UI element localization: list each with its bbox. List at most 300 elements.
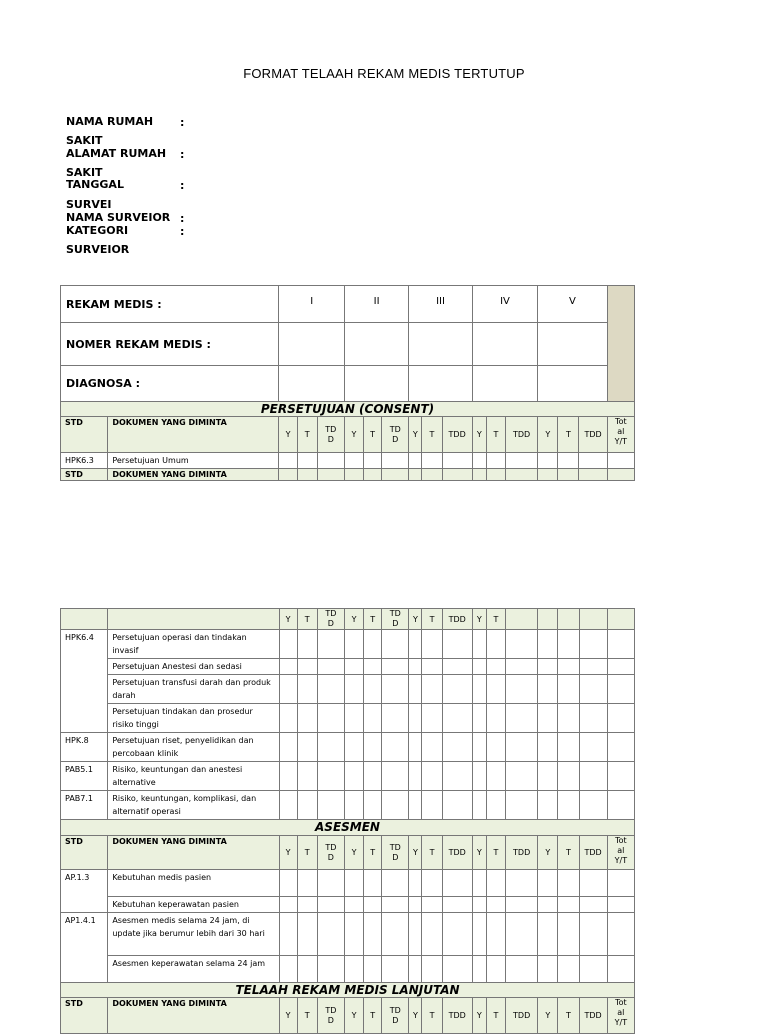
check-cell[interactable]	[506, 791, 538, 820]
std-code: AP1.4.1	[61, 913, 108, 983]
info-alamat-label: ALAMAT RUMAH	[66, 147, 167, 160]
check-cell[interactable]	[364, 704, 382, 733]
check-cell[interactable]	[607, 630, 634, 659]
std-header: STD	[61, 836, 108, 870]
document-name: Asesmen medis selama 24 jam, di update jika berumur lebih dari 30 hari	[108, 913, 279, 956]
check-cell[interactable]	[409, 453, 422, 469]
check-cell[interactable]	[486, 791, 505, 820]
check-cell[interactable]	[297, 956, 317, 983]
table-row	[61, 897, 635, 913]
check-cell[interactable]	[364, 762, 382, 791]
info-kategori-label: KATEGORI	[66, 224, 129, 237]
check-cell[interactable]	[538, 762, 558, 791]
check-cell[interactable]	[344, 897, 363, 913]
document-name: Persetujuan operasi dan tindakan invasif	[108, 630, 279, 659]
check-cell[interactable]	[506, 675, 538, 704]
check-cell[interactable]	[472, 659, 486, 675]
check-cell[interactable]	[344, 659, 363, 675]
table-row	[61, 675, 635, 704]
col-y: Y	[409, 417, 422, 453]
std-code: AP.1.3	[61, 870, 108, 913]
std-header: STD	[61, 998, 108, 1034]
check-cell[interactable]	[486, 704, 505, 733]
check-cell[interactable]	[297, 659, 317, 675]
check-cell[interactable]	[538, 791, 558, 820]
check-cell[interactable]	[538, 913, 558, 956]
review-table-2	[60, 608, 635, 1034]
review-table-1	[60, 285, 635, 481]
check-cell[interactable]	[297, 870, 317, 897]
check-cell[interactable]	[344, 733, 363, 762]
col-y: Y	[344, 417, 363, 453]
section-telaah: TELAAH REKAM MEDIS LANJUTAN	[61, 983, 635, 998]
check-cell[interactable]	[579, 956, 607, 983]
section-asesmen: ASESMEN	[61, 820, 635, 836]
col-y: Y	[279, 836, 297, 870]
check-cell[interactable]	[538, 659, 558, 675]
check-cell[interactable]	[422, 453, 442, 469]
check-cell[interactable]	[279, 762, 297, 791]
col-tdd: TDD	[442, 836, 472, 870]
grey-cell	[607, 286, 634, 402]
check-cell[interactable]	[422, 956, 442, 983]
check-cell[interactable]	[422, 897, 442, 913]
dokumen-header: DOKUMEN YANG DIMINTA	[108, 417, 279, 453]
check-cell[interactable]	[472, 630, 486, 659]
check-cell[interactable]	[558, 659, 579, 675]
check-cell[interactable]	[442, 630, 472, 659]
std-header: STD	[61, 417, 108, 453]
check-cell[interactable]	[409, 870, 422, 897]
check-cell[interactable]	[317, 897, 344, 913]
check-cell[interactable]	[409, 675, 422, 704]
check-cell[interactable]	[382, 897, 409, 913]
check-cell[interactable]	[506, 659, 538, 675]
col-y: Y	[344, 609, 363, 630]
check-cell[interactable]	[486, 897, 505, 913]
check-cell[interactable]	[607, 791, 634, 820]
check-cell[interactable]	[558, 675, 579, 704]
check-cell[interactable]	[558, 630, 579, 659]
check-cell[interactable]	[364, 870, 382, 897]
check-cell[interactable]	[538, 704, 558, 733]
check-cell[interactable]	[442, 870, 472, 897]
check-cell[interactable]	[364, 453, 382, 469]
dokumen-header: DOKUMEN YANG DIMINTA	[108, 998, 279, 1034]
check-cell[interactable]	[422, 733, 442, 762]
info-colon: :	[180, 116, 185, 129]
check-cell[interactable]	[297, 675, 317, 704]
check-cell[interactable]	[344, 956, 363, 983]
check-cell[interactable]	[442, 704, 472, 733]
roman-col-2: II	[344, 286, 408, 323]
check-cell[interactable]	[558, 791, 579, 820]
check-cell[interactable]	[486, 870, 505, 897]
roman-col-3: III	[409, 286, 472, 323]
col-y: Y	[472, 836, 486, 870]
col-t: T	[422, 417, 442, 453]
check-cell[interactable]	[409, 897, 422, 913]
check-cell[interactable]	[317, 659, 344, 675]
check-cell[interactable]	[579, 630, 607, 659]
check-cell[interactable]	[442, 791, 472, 820]
check-cell[interactable]	[422, 704, 442, 733]
check-cell[interactable]	[409, 913, 422, 956]
check-cell[interactable]	[382, 630, 409, 659]
check-cell[interactable]	[472, 762, 486, 791]
document-name: Persetujuan tindakan dan prosedur risiko tinggi	[108, 704, 279, 733]
check-cell[interactable]	[297, 733, 317, 762]
check-cell[interactable]	[279, 659, 297, 675]
col-t: T	[558, 998, 579, 1034]
check-cell[interactable]	[472, 453, 486, 469]
check-cell[interactable]	[382, 704, 409, 733]
check-cell[interactable]	[279, 956, 297, 983]
check-cell[interactable]	[344, 630, 363, 659]
check-cell[interactable]	[382, 870, 409, 897]
col-tdd: TD D	[382, 609, 409, 630]
check-cell[interactable]	[422, 630, 442, 659]
document-name: Kebutuhan keperawatan pasien	[108, 897, 279, 913]
check-cell[interactable]	[442, 897, 472, 913]
table-row	[61, 733, 635, 762]
check-cell[interactable]	[344, 913, 363, 956]
std-code: HPK6.3	[61, 453, 108, 469]
col-tdd: TDD	[506, 998, 538, 1034]
check-cell[interactable]	[579, 791, 607, 820]
col-tdd: TD D	[382, 417, 409, 453]
col-y: Y	[409, 609, 422, 630]
check-cell[interactable]	[442, 659, 472, 675]
check-cell[interactable]	[382, 659, 409, 675]
check-cell[interactable]	[442, 762, 472, 791]
table-row	[61, 630, 635, 659]
document-name: Risiko, keuntungan, komplikasi, dan alternatif operasi	[108, 791, 279, 820]
check-cell[interactable]	[486, 733, 505, 762]
col-y: Y	[538, 998, 558, 1034]
table-row	[61, 791, 635, 820]
check-cell[interactable]	[607, 762, 634, 791]
col-tdd: TD D	[317, 836, 344, 870]
check-cell[interactable]	[579, 897, 607, 913]
check-cell[interactable]	[472, 913, 486, 956]
col-t: T	[364, 417, 382, 453]
check-cell[interactable]	[279, 897, 297, 913]
check-cell[interactable]	[579, 659, 607, 675]
document-name: Risiko, keuntungan dan anestesi alternative	[108, 762, 279, 791]
check-cell[interactable]	[317, 956, 344, 983]
info-tanggal-label: TANGGAL	[66, 178, 124, 191]
check-cell[interactable]	[538, 675, 558, 704]
col-y: Y	[472, 609, 486, 630]
check-cell[interactable]	[607, 870, 634, 897]
check-cell[interactable]	[538, 956, 558, 983]
check-cell[interactable]	[317, 675, 344, 704]
std-code: HPK.8	[61, 733, 108, 762]
col-tdd: TD D	[317, 417, 344, 453]
check-cell[interactable]	[279, 704, 297, 733]
info-colon: :	[180, 179, 185, 192]
check-cell[interactable]	[558, 956, 579, 983]
dokumen-header: DOKUMEN YANG DIMINTA	[108, 836, 279, 870]
page-title: FORMAT TELAAH REKAM MEDIS TERTUTUP	[243, 66, 525, 81]
check-cell[interactable]	[607, 913, 634, 956]
check-cell[interactable]	[442, 453, 472, 469]
check-cell[interactable]	[558, 762, 579, 791]
check-cell[interactable]	[344, 870, 363, 897]
check-cell[interactable]	[506, 956, 538, 983]
check-cell[interactable]	[579, 704, 607, 733]
check-cell[interactable]	[382, 762, 409, 791]
diagnosa-label: DIAGNOSA :	[61, 366, 279, 402]
document-name: Kebutuhan medis pasien	[108, 870, 279, 897]
check-cell[interactable]	[486, 913, 505, 956]
check-cell[interactable]	[409, 762, 422, 791]
check-cell[interactable]	[279, 630, 297, 659]
col-tdd: TD D	[382, 836, 409, 870]
check-cell[interactable]	[472, 791, 486, 820]
check-cell[interactable]	[344, 453, 363, 469]
check-cell[interactable]	[579, 453, 607, 469]
col-y: Y	[472, 998, 486, 1034]
check-cell[interactable]	[486, 675, 505, 704]
table-row	[61, 870, 635, 897]
col-t: T	[297, 998, 317, 1034]
col-t: T	[558, 417, 579, 453]
check-cell[interactable]	[538, 630, 558, 659]
check-cell[interactable]	[297, 897, 317, 913]
col-y: Y	[344, 998, 363, 1034]
col-t: T	[364, 609, 382, 630]
check-cell[interactable]	[486, 659, 505, 675]
std-header: STD	[61, 469, 108, 481]
col-y: Y	[279, 417, 297, 453]
check-cell[interactable]	[382, 913, 409, 956]
col-y: Y	[472, 417, 486, 453]
check-cell[interactable]	[409, 630, 422, 659]
check-cell[interactable]	[538, 453, 558, 469]
check-cell[interactable]	[579, 913, 607, 956]
check-cell[interactable]	[506, 733, 538, 762]
col-t: T	[364, 836, 382, 870]
check-cell[interactable]	[279, 675, 297, 704]
table-row	[61, 453, 635, 469]
std-code: HPK6.4	[61, 630, 108, 733]
check-cell[interactable]	[607, 675, 634, 704]
nomer-rm-label: NOMER REKAM MEDIS :	[61, 323, 279, 366]
check-cell[interactable]	[558, 733, 579, 762]
check-cell[interactable]	[558, 913, 579, 956]
check-cell[interactable]	[382, 956, 409, 983]
col-tdd: TDD	[506, 836, 538, 870]
col-tdd: TDD	[579, 836, 607, 870]
check-cell[interactable]	[607, 453, 634, 469]
check-cell[interactable]	[472, 956, 486, 983]
col-y: Y	[279, 998, 297, 1034]
info-colon: :	[180, 212, 185, 225]
check-cell[interactable]	[442, 913, 472, 956]
check-cell[interactable]	[506, 704, 538, 733]
check-cell[interactable]	[486, 453, 505, 469]
roman-col-5: V	[538, 286, 607, 323]
column-header-row	[61, 836, 635, 870]
check-cell[interactable]	[558, 704, 579, 733]
check-cell[interactable]	[558, 453, 579, 469]
check-cell[interactable]	[538, 897, 558, 913]
info-nama-rs-label: NAMA RUMAH	[66, 115, 154, 128]
check-cell[interactable]	[505, 453, 537, 469]
check-cell[interactable]	[279, 870, 297, 897]
col-y: Y	[538, 417, 558, 453]
col-t: T	[297, 609, 317, 630]
check-cell[interactable]	[506, 897, 538, 913]
check-cell[interactable]	[317, 453, 344, 469]
check-cell[interactable]	[409, 659, 422, 675]
check-cell[interactable]	[538, 733, 558, 762]
check-cell[interactable]	[607, 704, 634, 733]
rekam-medis-label: REKAM MEDIS :	[61, 286, 279, 323]
check-cell[interactable]	[442, 733, 472, 762]
check-cell[interactable]	[317, 762, 344, 791]
check-cell[interactable]	[344, 762, 363, 791]
check-cell[interactable]	[317, 791, 344, 820]
check-cell[interactable]	[317, 913, 344, 956]
check-cell[interactable]	[442, 956, 472, 983]
check-cell[interactable]	[486, 956, 505, 983]
check-cell[interactable]	[506, 762, 538, 791]
check-cell[interactable]	[422, 762, 442, 791]
check-cell[interactable]	[506, 913, 538, 956]
check-cell[interactable]	[364, 897, 382, 913]
col-t: T	[486, 998, 505, 1034]
check-cell[interactable]	[364, 956, 382, 983]
col-t: T	[422, 836, 442, 870]
document-name: Persetujuan riset, penyelidikan dan percobaan klinik	[108, 733, 279, 762]
check-cell[interactable]	[317, 704, 344, 733]
dokumen-header: DOKUMEN YANG DIMINTA	[108, 469, 279, 481]
info-alamat-label-2: SAKIT	[66, 166, 103, 179]
check-cell[interactable]	[344, 675, 363, 704]
check-cell[interactable]	[486, 630, 505, 659]
check-cell[interactable]	[317, 870, 344, 897]
std-code: PAB5.1	[61, 762, 108, 791]
check-cell[interactable]	[279, 791, 297, 820]
check-cell[interactable]	[344, 704, 363, 733]
check-cell[interactable]	[364, 791, 382, 820]
check-cell[interactable]	[297, 704, 317, 733]
check-cell[interactable]	[506, 630, 538, 659]
check-cell[interactable]	[607, 733, 634, 762]
check-cell[interactable]	[409, 791, 422, 820]
document-name: Persetujuan Umum	[108, 453, 279, 469]
col-tdd: TDD	[442, 998, 472, 1034]
check-cell[interactable]	[409, 956, 422, 983]
check-cell[interactable]	[409, 704, 422, 733]
check-cell[interactable]	[558, 897, 579, 913]
table-row	[61, 659, 635, 675]
section-persetujuan: PERSETUJUAN (CONSENT)	[61, 402, 635, 417]
check-cell[interactable]	[344, 791, 363, 820]
check-cell[interactable]	[486, 762, 505, 791]
table-row	[61, 913, 635, 956]
check-cell[interactable]	[317, 733, 344, 762]
info-colon: :	[180, 225, 185, 238]
check-cell[interactable]	[364, 733, 382, 762]
check-cell[interactable]	[579, 762, 607, 791]
check-cell[interactable]	[558, 870, 579, 897]
check-cell[interactable]	[409, 733, 422, 762]
check-cell[interactable]	[364, 659, 382, 675]
check-cell[interactable]	[579, 733, 607, 762]
check-cell[interactable]	[364, 913, 382, 956]
col-tdd: TDD	[579, 998, 607, 1034]
info-surveior-label: NAMA SURVEIOR	[66, 211, 171, 224]
check-cell[interactable]	[382, 791, 409, 820]
check-cell[interactable]	[279, 733, 297, 762]
table-row	[61, 762, 635, 791]
check-cell[interactable]	[579, 675, 607, 704]
check-cell[interactable]	[472, 870, 486, 897]
document-name: Persetujuan Anestesi dan sedasi	[108, 659, 279, 675]
check-cell[interactable]	[472, 733, 486, 762]
col-t: T	[297, 417, 317, 453]
col-t: T	[422, 609, 442, 630]
check-cell[interactable]	[422, 870, 442, 897]
check-cell[interactable]	[422, 913, 442, 956]
col-tdd: TD D	[382, 998, 409, 1034]
check-cell[interactable]	[382, 733, 409, 762]
column-header-row	[61, 417, 635, 453]
check-cell[interactable]	[279, 913, 297, 956]
col-y: Y	[409, 998, 422, 1034]
check-cell[interactable]	[364, 675, 382, 704]
col-t: T	[486, 609, 505, 630]
check-cell[interactable]	[364, 630, 382, 659]
check-cell[interactable]	[538, 870, 558, 897]
col-tdd: TDD	[442, 609, 472, 630]
check-cell[interactable]	[297, 453, 317, 469]
table-row	[61, 956, 635, 983]
check-cell[interactable]	[297, 791, 317, 820]
col-tdd: TDD	[442, 417, 472, 453]
check-cell[interactable]	[579, 870, 607, 897]
col-t: T	[486, 417, 505, 453]
check-cell[interactable]	[422, 659, 442, 675]
check-cell[interactable]	[382, 675, 409, 704]
check-cell[interactable]	[422, 675, 442, 704]
check-cell[interactable]	[297, 913, 317, 956]
check-cell[interactable]	[472, 704, 486, 733]
check-cell[interactable]	[607, 897, 634, 913]
check-cell[interactable]	[472, 897, 486, 913]
check-cell[interactable]	[297, 762, 317, 791]
col-y: Y	[409, 836, 422, 870]
check-cell[interactable]	[422, 791, 442, 820]
check-cell[interactable]	[607, 659, 634, 675]
check-cell[interactable]	[607, 956, 634, 983]
check-cell[interactable]	[472, 675, 486, 704]
col-total: Tot al Y/T	[607, 417, 634, 453]
check-cell[interactable]	[279, 453, 297, 469]
roman-col-4: IV	[472, 286, 537, 323]
check-cell[interactable]	[506, 870, 538, 897]
column-header-row	[61, 998, 635, 1034]
check-cell[interactable]	[317, 630, 344, 659]
col-tdd: TD D	[317, 998, 344, 1034]
check-cell[interactable]	[297, 630, 317, 659]
check-cell[interactable]	[382, 453, 409, 469]
check-cell[interactable]	[442, 675, 472, 704]
